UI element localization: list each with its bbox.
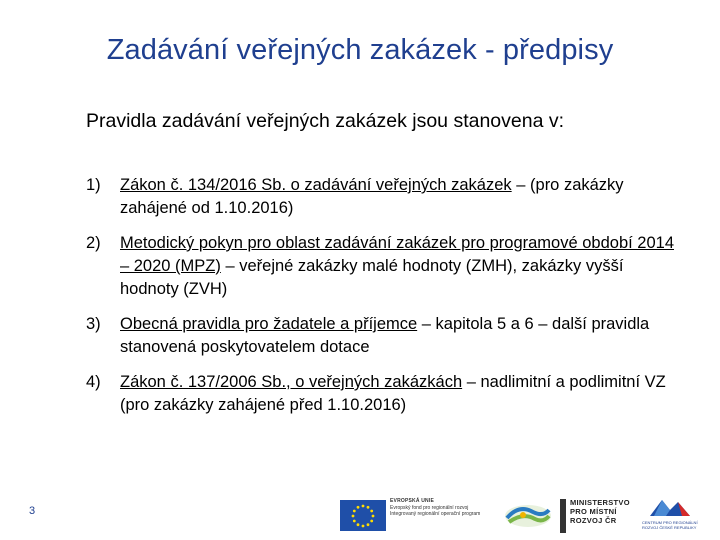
regulation-link[interactable]: Zákon č. 137/2006 Sb., o veřejných zakázkách <box>120 373 463 391</box>
mmr-caption <box>570 498 630 525</box>
item-number: 1) <box>86 176 101 194</box>
regulation-link[interactable]: Obecná pravidla pro žadatele a příjemce <box>120 315 418 333</box>
mmr-line2: PRO MÍSTNÍ <box>570 507 617 516</box>
item-description: – nadlimitní a podlimitní VZ (pro zakázky zahájené před 1.10.2016) <box>120 373 666 414</box>
mmr-logo-icon <box>560 499 566 533</box>
crr-caption: CENTRUM PRO REGIONÁLNÍ ROZVOJ ČESKÉ REPUBLIKY <box>642 520 698 530</box>
crr-logo-icon <box>640 496 700 536</box>
list-item <box>86 313 676 359</box>
item-number: 2) <box>86 234 101 252</box>
item-number: 3) <box>86 315 101 333</box>
list-item <box>86 371 676 417</box>
eu-line1: EVROPSKÁ UNIE <box>390 498 434 504</box>
regulation-list <box>86 174 676 429</box>
item-number: 4) <box>86 373 101 391</box>
eu-line3: Integrovaný regionální operační program <box>390 511 481 517</box>
mmr-line1: MINISTERSTVO <box>570 498 630 507</box>
slide-title: Zadávání veřejných zakázek - předpisy <box>106 34 614 66</box>
eu-caption <box>390 498 498 518</box>
eu-line2: Evropský fond pro regionální rozvoj <box>390 504 469 511</box>
regulation-link[interactable]: Metodický pokyn pro oblast zadávání zakázek pro programové období 2014 – 2020 (MPZ) <box>120 234 674 275</box>
intro-text: Pravidla zadávání veřejných zakázek jsou stanovena v: <box>86 110 565 132</box>
eu-flag-icon <box>340 500 386 531</box>
irop-logo-icon <box>503 502 553 530</box>
item-description: – kapitola 5 a 6 – další pravidla stanovená poskytovatelem dotace <box>120 315 650 356</box>
list-item <box>86 232 676 301</box>
regulation-link[interactable]: Zákon č. 134/2016 Sb. o zadávání veřejných zakázek <box>120 176 512 194</box>
mmr-line3: ROZVOJ ČR <box>570 516 617 525</box>
item-description: – veřejné zakázky malé hodnoty (ZMH), zakázky vyšší hodnoty (ZVH) <box>120 257 624 298</box>
list-item <box>86 174 676 220</box>
item-description: – (pro zakázky zahájené od 1.10.2016) <box>120 176 624 217</box>
page-number: 3 <box>29 505 36 517</box>
